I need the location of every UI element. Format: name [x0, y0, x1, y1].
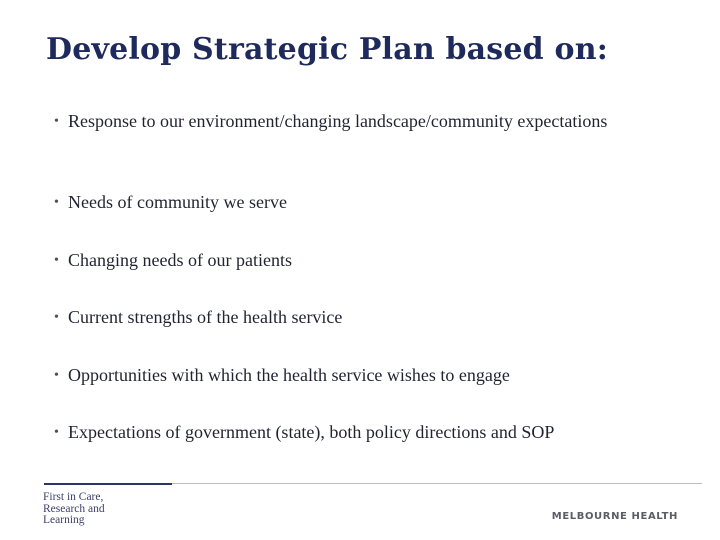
- bullet-icon: •: [54, 195, 59, 210]
- bullet-icon: •: [54, 114, 59, 129]
- bullet-item: [54, 191, 684, 214]
- bullet-text: Current strengths of the health service: [68, 307, 343, 327]
- bullet-icon: •: [54, 425, 59, 440]
- bullet-text: Needs of community we serve: [68, 192, 287, 212]
- tagline-line: First in Care,: [43, 491, 104, 503]
- brand-logo-text: MELBOURNE HEALTH: [551, 511, 678, 522]
- tagline-line: Learning: [43, 514, 85, 526]
- slide-title: Develop Strategic Plan based on:: [46, 32, 609, 67]
- bullet-text: Response to our environment/changing landscape/community expectations: [68, 111, 608, 131]
- bullet-icon: •: [54, 253, 59, 268]
- bullet-item: [54, 110, 684, 133]
- footer-tagline: [43, 492, 105, 527]
- bullet-item: [54, 249, 684, 272]
- bullet-item: [54, 421, 684, 444]
- bullet-text: Changing needs of our patients: [68, 250, 292, 270]
- bullet-text: Expectations of government (state), both policy directions and SOP: [68, 422, 555, 442]
- bullet-item: [54, 364, 684, 387]
- bullet-text: Opportunities with which the health service wishes to engage: [68, 365, 510, 385]
- bullet-icon: •: [54, 368, 59, 383]
- bullet-icon: •: [54, 310, 59, 325]
- bullet-item: [54, 306, 684, 329]
- footer-rule: [172, 483, 702, 484]
- tagline-line: Research and: [43, 502, 105, 515]
- footer-accent-rule: [44, 483, 172, 485]
